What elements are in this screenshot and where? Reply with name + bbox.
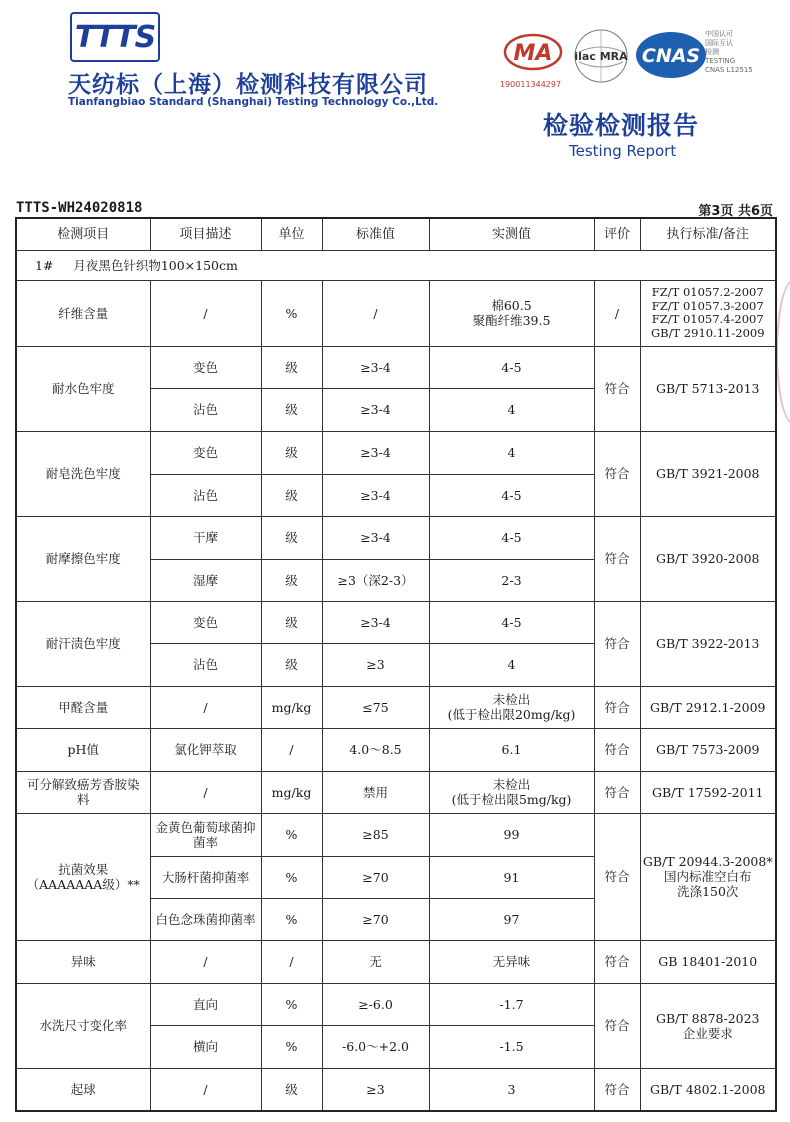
measured-line: 棉60.5	[491, 298, 532, 313]
table-row	[16, 346, 776, 388]
report-title-en: Testing Report	[569, 142, 677, 160]
sample-name: 月夜黑色针织物100×150cm	[73, 257, 238, 273]
standard-line: FZ/T 01057.4-2007	[651, 312, 764, 326]
standard-cell: GB/T 4802.1-2008	[640, 1068, 776, 1111]
eval-cell: 符合	[594, 813, 640, 940]
std-cell: ≥3-4	[322, 431, 429, 474]
unit-cell: 级	[261, 643, 322, 686]
table-row	[16, 431, 776, 474]
measured-cell: 4	[429, 643, 594, 686]
std-cell: ≥3（深2-3）	[322, 559, 429, 601]
std-cell: -6.0～+2.0	[322, 1025, 429, 1068]
measured-cell	[429, 280, 594, 346]
item-line: 可分解致癌芳香胺染	[26, 777, 140, 792]
desc-cell: 沾色	[150, 643, 261, 686]
std-cell: ≥70	[322, 898, 429, 940]
standard-line: 国内标准空白布	[663, 869, 752, 884]
standard-line: GB/T 20944.3-2008*	[642, 854, 773, 869]
item-line: 料	[76, 792, 90, 807]
seal-stamp-edge	[776, 280, 790, 424]
unit-cell: mg/kg	[261, 686, 322, 728]
cnas-line: CNAS L12515	[705, 66, 753, 74]
results-table	[15, 217, 777, 1112]
eval-cell: /	[594, 280, 640, 346]
std-cell: ≤75	[322, 686, 429, 728]
desc-cell: 变色	[150, 346, 261, 388]
desc-cell: /	[150, 686, 261, 728]
measured-cell: 2-3	[429, 559, 594, 601]
unit-cell: 级	[261, 388, 322, 431]
item-cell: 甲醛含量	[16, 686, 150, 728]
std-cell: ≥3-4	[322, 516, 429, 559]
measured-cell: 4	[429, 431, 594, 474]
unit-cell: mg/kg	[261, 771, 322, 813]
cma-logo-text: MA	[513, 41, 553, 66]
standard-cell: GB/T 3920-2008	[640, 516, 776, 601]
sample-row	[16, 250, 776, 280]
cnas-line: 国际互认	[705, 39, 733, 47]
desc-cell: 变色	[150, 601, 261, 643]
std-cell: ≥3-4	[322, 601, 429, 643]
eval-cell: 符合	[594, 346, 640, 431]
cnas-logo-icon	[634, 30, 708, 80]
table-row	[16, 728, 776, 771]
measured-cell: 97	[429, 898, 594, 940]
std-cell: 禁用	[322, 771, 429, 813]
measured-line: (低于检出限20mg/kg)	[447, 707, 576, 722]
std-cell: ≥3	[322, 643, 429, 686]
measured-cell: 6.1	[429, 728, 594, 771]
eval-cell: 符合	[594, 431, 640, 516]
std-cell: 无	[322, 940, 429, 983]
std-cell: ≥85	[322, 813, 429, 856]
unit-cell: %	[261, 856, 322, 898]
eval-cell: 符合	[594, 771, 640, 813]
column-header: 实测值	[429, 218, 594, 250]
measured-cell: 4-5	[429, 601, 594, 643]
std-cell: 4.0～8.5	[322, 728, 429, 771]
std-cell: ≥3-4	[322, 346, 429, 388]
ilac-mra-text: ilac MRA	[574, 50, 628, 63]
desc-cell: 直向	[150, 983, 261, 1025]
column-header: 评价	[594, 218, 640, 250]
table-row	[16, 516, 776, 559]
standard-line: GB/T 2910.11-2009	[650, 325, 765, 340]
table-row	[16, 601, 776, 643]
table-row	[16, 813, 776, 856]
std-cell: ≥3-4	[322, 474, 429, 516]
company-name-en: Tianfangbiao Standard (Shanghai) Testing Technology Co.,Ltd.	[68, 96, 439, 108]
ilac-mra-logo-icon	[571, 22, 631, 92]
item-cell: 耐汗渍色牢度	[16, 601, 150, 686]
desc-cell: 沾色	[150, 388, 261, 431]
desc-line: 菌率	[192, 834, 218, 850]
measured-cell: 91	[429, 856, 594, 898]
sample-id: 1#	[35, 257, 54, 273]
cnas-line: TESTING	[705, 57, 736, 65]
desc-cell: 变色	[150, 431, 261, 474]
cnas-line: 检测	[705, 48, 719, 56]
desc-cell: /	[150, 771, 261, 813]
desc-cell: /	[150, 280, 261, 346]
desc-cell: 横向	[150, 1025, 261, 1068]
standard-cell: GB/T 2912.1-2009	[640, 686, 776, 728]
measured-cell: 99	[429, 813, 594, 856]
table-row	[16, 280, 776, 346]
item-cell: 起球	[16, 1068, 150, 1111]
eval-cell: 符合	[594, 940, 640, 983]
standard-line: FZ/T 01057.3-2007	[651, 298, 764, 313]
column-header: 单位	[261, 218, 322, 250]
item-cell: pH值	[16, 728, 150, 771]
desc-cell: /	[150, 1068, 261, 1111]
measured-cell: 无异味	[429, 940, 594, 983]
standard-cell	[640, 813, 776, 940]
unit-cell: 级	[261, 1068, 322, 1111]
table-row	[16, 940, 776, 983]
measured-cell: -1.5	[429, 1025, 594, 1068]
standard-cell: GB/T 7573-2009	[640, 728, 776, 771]
std-cell: ≥3-4	[322, 388, 429, 431]
eval-cell: 符合	[594, 601, 640, 686]
eval-cell: 符合	[594, 1068, 640, 1111]
column-header: 项目描述	[150, 218, 261, 250]
item-line: （AAAAAAA级）**	[26, 876, 140, 892]
standard-cell	[640, 280, 776, 346]
company-name-cn: 天纺标（上海）检测科技有限公司	[68, 72, 428, 98]
measured-cell: 4-5	[429, 516, 594, 559]
standard-cell: GB/T 17592-2011	[640, 771, 776, 813]
unit-cell: %	[261, 898, 322, 940]
eval-cell: 符合	[594, 728, 640, 771]
std-cell: ≥3	[322, 1068, 429, 1111]
report-number: TTTS-WH24020818	[16, 200, 143, 216]
column-header: 执行标准/备注	[640, 218, 776, 250]
item-cell: 水洗尺寸变化率	[16, 983, 150, 1068]
cnas-line: 中国认可	[705, 30, 733, 38]
table-row	[16, 1068, 776, 1111]
standard-line: 洗涤150次	[677, 884, 739, 899]
item-cell: 异味	[16, 940, 150, 983]
desc-cell: 干摩	[150, 516, 261, 559]
std-cell: ≥-6.0	[322, 983, 429, 1025]
eval-cell: 符合	[594, 983, 640, 1068]
eval-cell: 符合	[594, 686, 640, 728]
desc-line: 金黄色葡萄球菌抑	[155, 819, 256, 835]
company-logo-text: TTTS	[74, 19, 156, 55]
measured-cell	[429, 771, 594, 813]
measured-line: 聚酯纤维39.5	[472, 313, 551, 328]
measured-cell	[429, 686, 594, 728]
report-title-cn: 检验检测报告	[543, 111, 700, 140]
item-cell: 纤维含量	[16, 280, 150, 346]
unit-cell: 级	[261, 516, 322, 559]
measured-line: 未检出	[492, 692, 531, 707]
cma-logo-icon	[503, 33, 563, 71]
table-header-row	[16, 218, 776, 250]
desc-cell: /	[150, 940, 261, 983]
cma-number: 190011344297	[500, 80, 562, 89]
column-header: 标准值	[322, 218, 429, 250]
unit-cell: 级	[261, 474, 322, 516]
item-cell: 耐摩擦色牢度	[16, 516, 150, 601]
unit-cell: /	[261, 940, 322, 983]
desc-cell: 大肠杆菌抑菌率	[150, 856, 261, 898]
measured-cell: 4-5	[429, 474, 594, 516]
unit-cell: %	[261, 813, 322, 856]
column-header: 检测项目	[16, 218, 150, 250]
unit-cell: 级	[261, 601, 322, 643]
standard-cell: GB/T 3922-2013	[640, 601, 776, 686]
table-row	[16, 771, 776, 813]
unit-cell: 级	[261, 559, 322, 601]
desc-cell	[150, 813, 261, 856]
unit-cell: /	[261, 728, 322, 771]
standard-cell: GB/T 5713-2013	[640, 346, 776, 431]
std-cell: /	[322, 280, 429, 346]
standard-line: GB/T 8878-2023	[655, 1010, 760, 1026]
measured-line: 未检出	[492, 777, 531, 792]
desc-cell: 氯化钾萃取	[150, 728, 261, 771]
desc-cell: 白色念珠菌抑菌率	[150, 898, 261, 940]
unit-cell: %	[261, 983, 322, 1025]
measured-line: (低于检出限5mg/kg)	[451, 792, 572, 807]
measured-cell: 4	[429, 388, 594, 431]
table-row	[16, 983, 776, 1025]
cnas-logo-text: CNAS	[641, 45, 701, 67]
eval-cell: 符合	[594, 516, 640, 601]
item-cell: 耐水色牢度	[16, 346, 150, 431]
unit-cell: %	[261, 1025, 322, 1068]
standard-cell	[640, 983, 776, 1068]
measured-cell: 3	[429, 1068, 594, 1111]
desc-cell: 湿摩	[150, 559, 261, 601]
item-line: 抗菌效果	[58, 861, 109, 877]
measured-cell: 4-5	[429, 346, 594, 388]
measured-cell: -1.7	[429, 983, 594, 1025]
std-cell: ≥70	[322, 856, 429, 898]
standard-cell: GB/T 3921-2008	[640, 431, 776, 516]
table-row	[16, 686, 776, 728]
item-cell: 耐皂洗色牢度	[16, 431, 150, 516]
desc-cell: 沾色	[150, 474, 261, 516]
company-logo	[70, 12, 160, 62]
item-cell	[16, 813, 150, 940]
page-info: 第3页 共6页	[698, 204, 773, 219]
sample-cell	[16, 250, 776, 280]
item-cell	[16, 771, 150, 813]
standard-line: 企业要求	[682, 1025, 733, 1041]
cnas-accreditation-text	[705, 30, 753, 75]
unit-cell: 级	[261, 431, 322, 474]
standard-line: FZ/T 01057.2-2007	[651, 285, 764, 299]
unit-cell: %	[261, 280, 322, 346]
unit-cell: 级	[261, 346, 322, 388]
standard-cell: GB 18401-2010	[640, 940, 776, 983]
